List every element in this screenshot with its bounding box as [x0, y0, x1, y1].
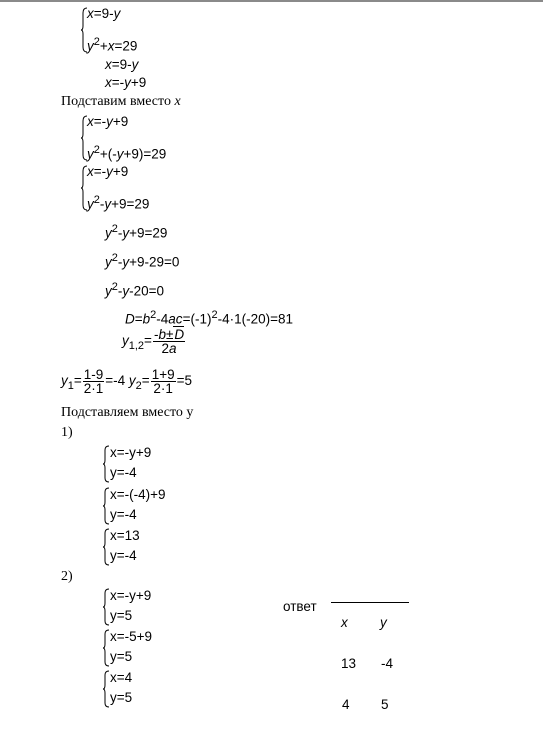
- answer-cell-y: 5: [381, 697, 389, 712]
- system-brace: [103, 445, 110, 483]
- system-line: x=9-y: [87, 6, 121, 21]
- equation: x=-y+9: [105, 75, 147, 90]
- answer-cell-x: 13: [341, 656, 357, 671]
- roots-values: $y_1=$ $\frac{1-9}{2\cdot 1}$ =-4 $y_2=$ $\frac{1+9}{2\cdot 1}$ =5: [61, 367, 192, 396]
- system-brace: [103, 629, 110, 667]
- system-line: y=5: [110, 690, 133, 705]
- equation: $y^2-y-20=0$: [105, 281, 165, 299]
- answer-cell-y: -4: [381, 656, 394, 671]
- system-line: y=-4: [110, 465, 137, 480]
- answer-col-x: x: [341, 615, 348, 630]
- system-brace: [103, 588, 110, 626]
- system-brace: [103, 670, 110, 708]
- equation: x=9-y: [105, 57, 139, 72]
- answer-table-rule: [331, 602, 409, 603]
- case-label: 2): [61, 569, 73, 584]
- system-line: $y^2-y+9=29$: [87, 194, 150, 212]
- system-line: x=-y+9: [87, 164, 129, 179]
- equation: $y^2-y+9=29$: [105, 223, 168, 241]
- equation: $y^2-y+9-29=0$: [105, 252, 180, 270]
- answer-cell-x: 4: [342, 697, 350, 712]
- roots-formula: $y_{1,2}=$ $\frac{-b\pm D}{2a}$: [122, 327, 185, 356]
- top-border: [0, 0, 543, 2]
- system-line: y=-4: [110, 548, 137, 563]
- system-line: x=-y+9: [110, 588, 152, 603]
- system-line: y=5: [110, 608, 133, 623]
- system-line: $y^2+(-y+9)=29$: [87, 144, 167, 162]
- discriminant: $D=b^2-4ac=(-1)^2-4\cdot 1(-20)=81$: [125, 309, 293, 327]
- system-line: x=-5+9: [110, 629, 153, 644]
- system-line: x=-(-4)+9: [110, 487, 166, 502]
- step-label: Подставим вместо x: [61, 94, 181, 109]
- system-line: $y^2+x=29$: [87, 36, 138, 54]
- system-line: x=4: [110, 670, 133, 685]
- system-line: x=13: [110, 528, 140, 543]
- answer-label: ответ: [283, 599, 317, 614]
- step-label: Подставляем вместо у: [61, 405, 194, 420]
- answer-col-y: y: [380, 615, 387, 630]
- system-brace: [103, 487, 110, 525]
- system-line: y=5: [110, 649, 133, 664]
- system-line: x=-y+9: [110, 445, 152, 460]
- system-brace: [103, 528, 110, 566]
- system-line: y=-4: [110, 507, 137, 522]
- case-label: 1): [61, 425, 73, 440]
- system-line: x=-y+9: [87, 114, 129, 129]
